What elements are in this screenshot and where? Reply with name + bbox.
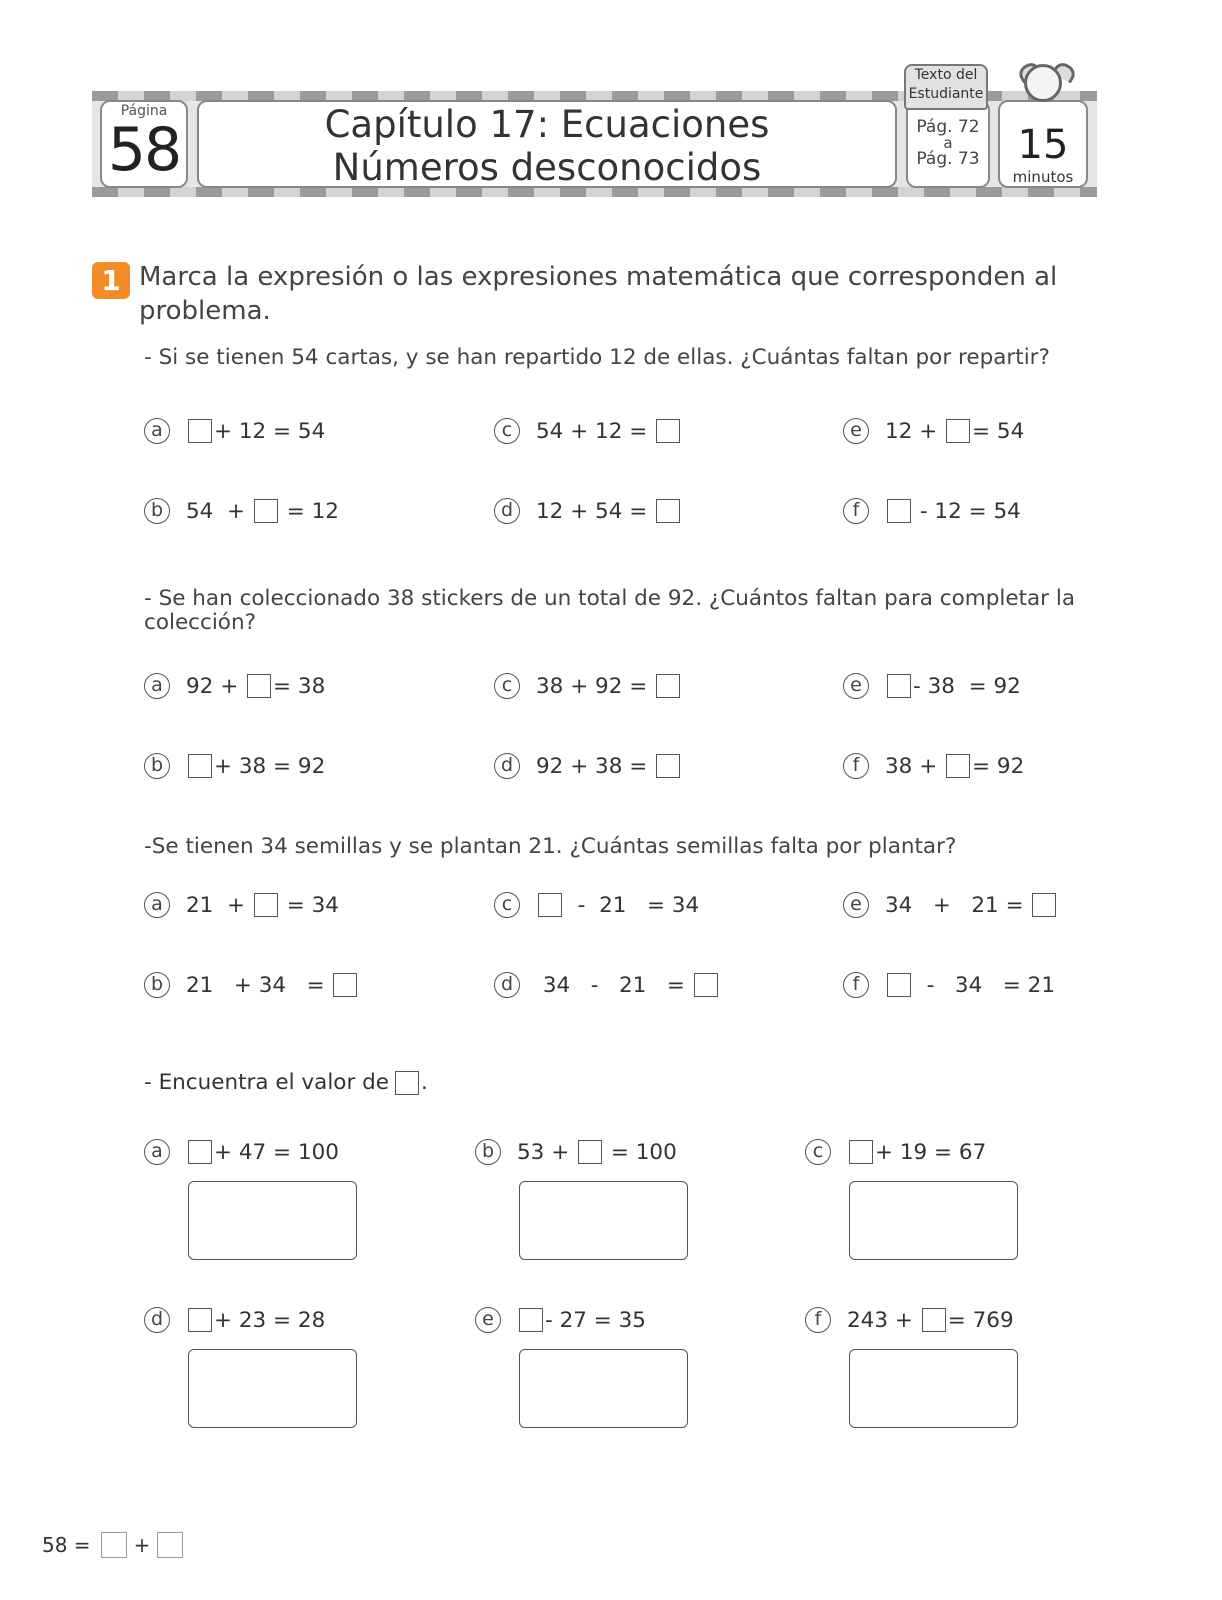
expression-after: = 54 [972,418,1025,444]
expression-after: + 47 = 100 [214,1139,339,1165]
expression-before: 54 + [186,498,252,524]
unknown-box [887,674,911,698]
expression-before: 38 + [885,753,945,779]
expression-after: + 23 = 28 [214,1307,326,1333]
ref-label-line2: Estudiante [908,86,984,102]
answer-box-a[interactable] [188,1181,357,1260]
problem-1-option-d[interactable] [494,498,682,524]
footer-decomposition [42,1532,186,1558]
expression-after: = 34 [279,892,339,918]
find-value-item-f[interactable] [805,1307,1014,1333]
option-letter[interactable]: b [475,1139,501,1165]
problem-3-option-a[interactable] [144,892,339,918]
problem-1-option-a[interactable] [144,418,325,444]
unknown-box [247,674,271,698]
chapter-title-line2: Números desconocidos [332,146,762,189]
option-letter[interactable]: e [843,892,869,918]
expression-after: - 21 = 34 [564,892,700,918]
unknown-box [538,893,562,917]
option-letter[interactable]: c [494,673,520,699]
exercise-number-badge: 1 [92,262,130,299]
unknown-box [519,1308,543,1332]
find-value-item-c[interactable] [805,1139,986,1165]
option-letter[interactable]: e [843,673,869,699]
option-letter[interactable]: a [144,892,170,918]
answer-box-f[interactable] [849,1349,1018,1428]
page-label: Página [120,103,168,119]
ref-from: Pág. 72 [916,117,980,137]
find-value-text: - Encuentra el valor de [144,1070,389,1095]
answer-box-d[interactable] [188,1349,357,1428]
unknown-box [1032,893,1056,917]
answer-box-b[interactable] [519,1181,688,1260]
unknown-box [887,973,911,997]
unknown-box [946,754,970,778]
expression-after: - 38 = 92 [913,673,1021,699]
expression-after: = 100 [604,1139,677,1165]
option-letter[interactable]: e [843,418,869,444]
expression-before: 21 + 34 = [186,972,332,998]
problem-3-option-e[interactable] [843,892,1058,918]
footer-plus: + [133,1533,151,1557]
expression-after: = 769 [947,1307,1014,1333]
expression-before: 54 + 12 = [536,418,655,444]
expression-before: 243 + [847,1307,920,1333]
alarm-clock-icon [1024,64,1062,102]
option-letter[interactable]: a [144,418,170,444]
answer-box-c[interactable] [849,1181,1018,1260]
problem-3-option-d[interactable] [494,972,720,998]
option-letter[interactable]: d [494,972,520,998]
expression-after: = 12 [279,498,339,524]
unknown-box [254,499,278,523]
option-letter[interactable]: f [843,753,869,779]
expression-before: 34 + 21 = [885,892,1031,918]
option-letter[interactable]: b [144,498,170,524]
expression-before: 12 + 54 = [536,498,655,524]
footer-box-2[interactable] [157,1532,183,1558]
problem-3-option-f[interactable] [843,972,1055,998]
expression-before: 92 + [186,673,246,699]
unknown-box [656,674,680,698]
find-value-item-a[interactable] [144,1139,339,1165]
expression-after: - 12 = 54 [913,498,1021,524]
unknown-box [656,419,680,443]
option-letter[interactable]: b [144,972,170,998]
find-value-end: . [421,1070,428,1095]
problem-1-question: - Si se tienen 54 cartas, y se han repartido 12 de ellas. ¿Cuántas faltan por repartir? [144,345,1050,370]
option-letter[interactable]: a [144,673,170,699]
option-letter[interactable]: c [805,1139,831,1165]
problem-2-option-b[interactable] [144,753,325,779]
expression-before: 53 + [517,1139,577,1165]
problem-1-option-e[interactable] [843,418,1024,444]
option-letter[interactable]: d [494,753,520,779]
find-value-prompt [144,1070,428,1095]
chapter-title [197,103,897,189]
unknown-box [694,973,718,997]
unknown-box [188,419,212,443]
expression-before: 38 + 92 = [536,673,655,699]
time-value: 15 [1017,122,1069,168]
expression-before: 21 + [186,892,252,918]
unknown-box [188,1140,212,1164]
unknown-box [395,1071,419,1095]
unknown-box [254,893,278,917]
problem-1-option-b[interactable] [144,498,339,524]
find-value-item-b[interactable] [475,1139,677,1165]
problem-1-option-c[interactable] [494,418,682,444]
option-letter[interactable]: d [144,1307,170,1333]
problem-3-question: -Se tienen 34 semillas y se plantan 21. ¿Cuántas semillas falta por plantar? [144,834,957,859]
option-letter[interactable]: c [494,418,520,444]
problem-3-option-b[interactable] [144,972,359,998]
find-value-item-e[interactable] [475,1307,646,1333]
unknown-box [333,973,357,997]
expression-before: 92 + 38 = [536,753,655,779]
problem-2-option-d[interactable] [494,753,682,779]
ref-label-line1: Texto del [914,67,978,83]
option-letter[interactable]: a [144,1139,170,1165]
unknown-box [946,419,970,443]
find-value-item-d[interactable] [144,1307,325,1333]
expression-after: = 92 [972,753,1025,779]
footer-box-1[interactable] [101,1532,127,1558]
option-letter[interactable]: f [843,498,869,524]
expression-after: + 19 = 67 [875,1139,987,1165]
problem-2-question: - Se han coleccionado 38 stickers de un total de 92. ¿Cuántos faltan para completar la colección? [144,586,1075,635]
problem-1-option-f[interactable] [843,498,1021,524]
unknown-box [656,754,680,778]
time-unit: minutos [1012,168,1074,186]
expression-after: + 38 = 92 [214,753,326,779]
option-letter[interactable]: e [475,1307,501,1333]
unknown-box [922,1308,946,1332]
expression-before: 12 + [885,418,945,444]
unknown-box [578,1140,602,1164]
expression-after: = 38 [273,673,326,699]
problem-2-option-a[interactable] [144,673,325,699]
footer-left: 58 = [42,1533,91,1557]
ref-to: Pág. 73 [916,149,980,169]
expression-after: - 34 = 21 [913,972,1055,998]
book-icon [904,64,988,110]
ref-connector: a [943,134,953,152]
problem-2-option-f[interactable] [843,753,1024,779]
ref-pages [906,118,990,168]
chapter-title-line1: Capítulo 17: Ecuaciones [324,103,770,146]
expression-before: 34 - 21 = [536,972,692,998]
expression-after: - 27 = 35 [545,1307,646,1333]
unknown-box [656,499,680,523]
exercise-instruction: Marca la expresión o las expresiones matemática que corresponden al problema. [139,262,1058,326]
expression-after: + 12 = 54 [214,418,326,444]
unknown-box [188,1308,212,1332]
unknown-box [188,754,212,778]
option-letter[interactable]: c [494,892,520,918]
unknown-box [887,499,911,523]
problem-2-option-e[interactable] [843,673,1021,699]
option-letter[interactable]: f [805,1307,831,1333]
page-number: 58 [107,115,181,185]
problem-3-option-c[interactable] [494,892,699,918]
answer-box-e[interactable] [519,1349,688,1428]
option-letter[interactable]: d [494,498,520,524]
unknown-box [849,1140,873,1164]
option-letter[interactable]: b [144,753,170,779]
problem-2-option-c[interactable] [494,673,682,699]
option-letter[interactable]: f [843,972,869,998]
